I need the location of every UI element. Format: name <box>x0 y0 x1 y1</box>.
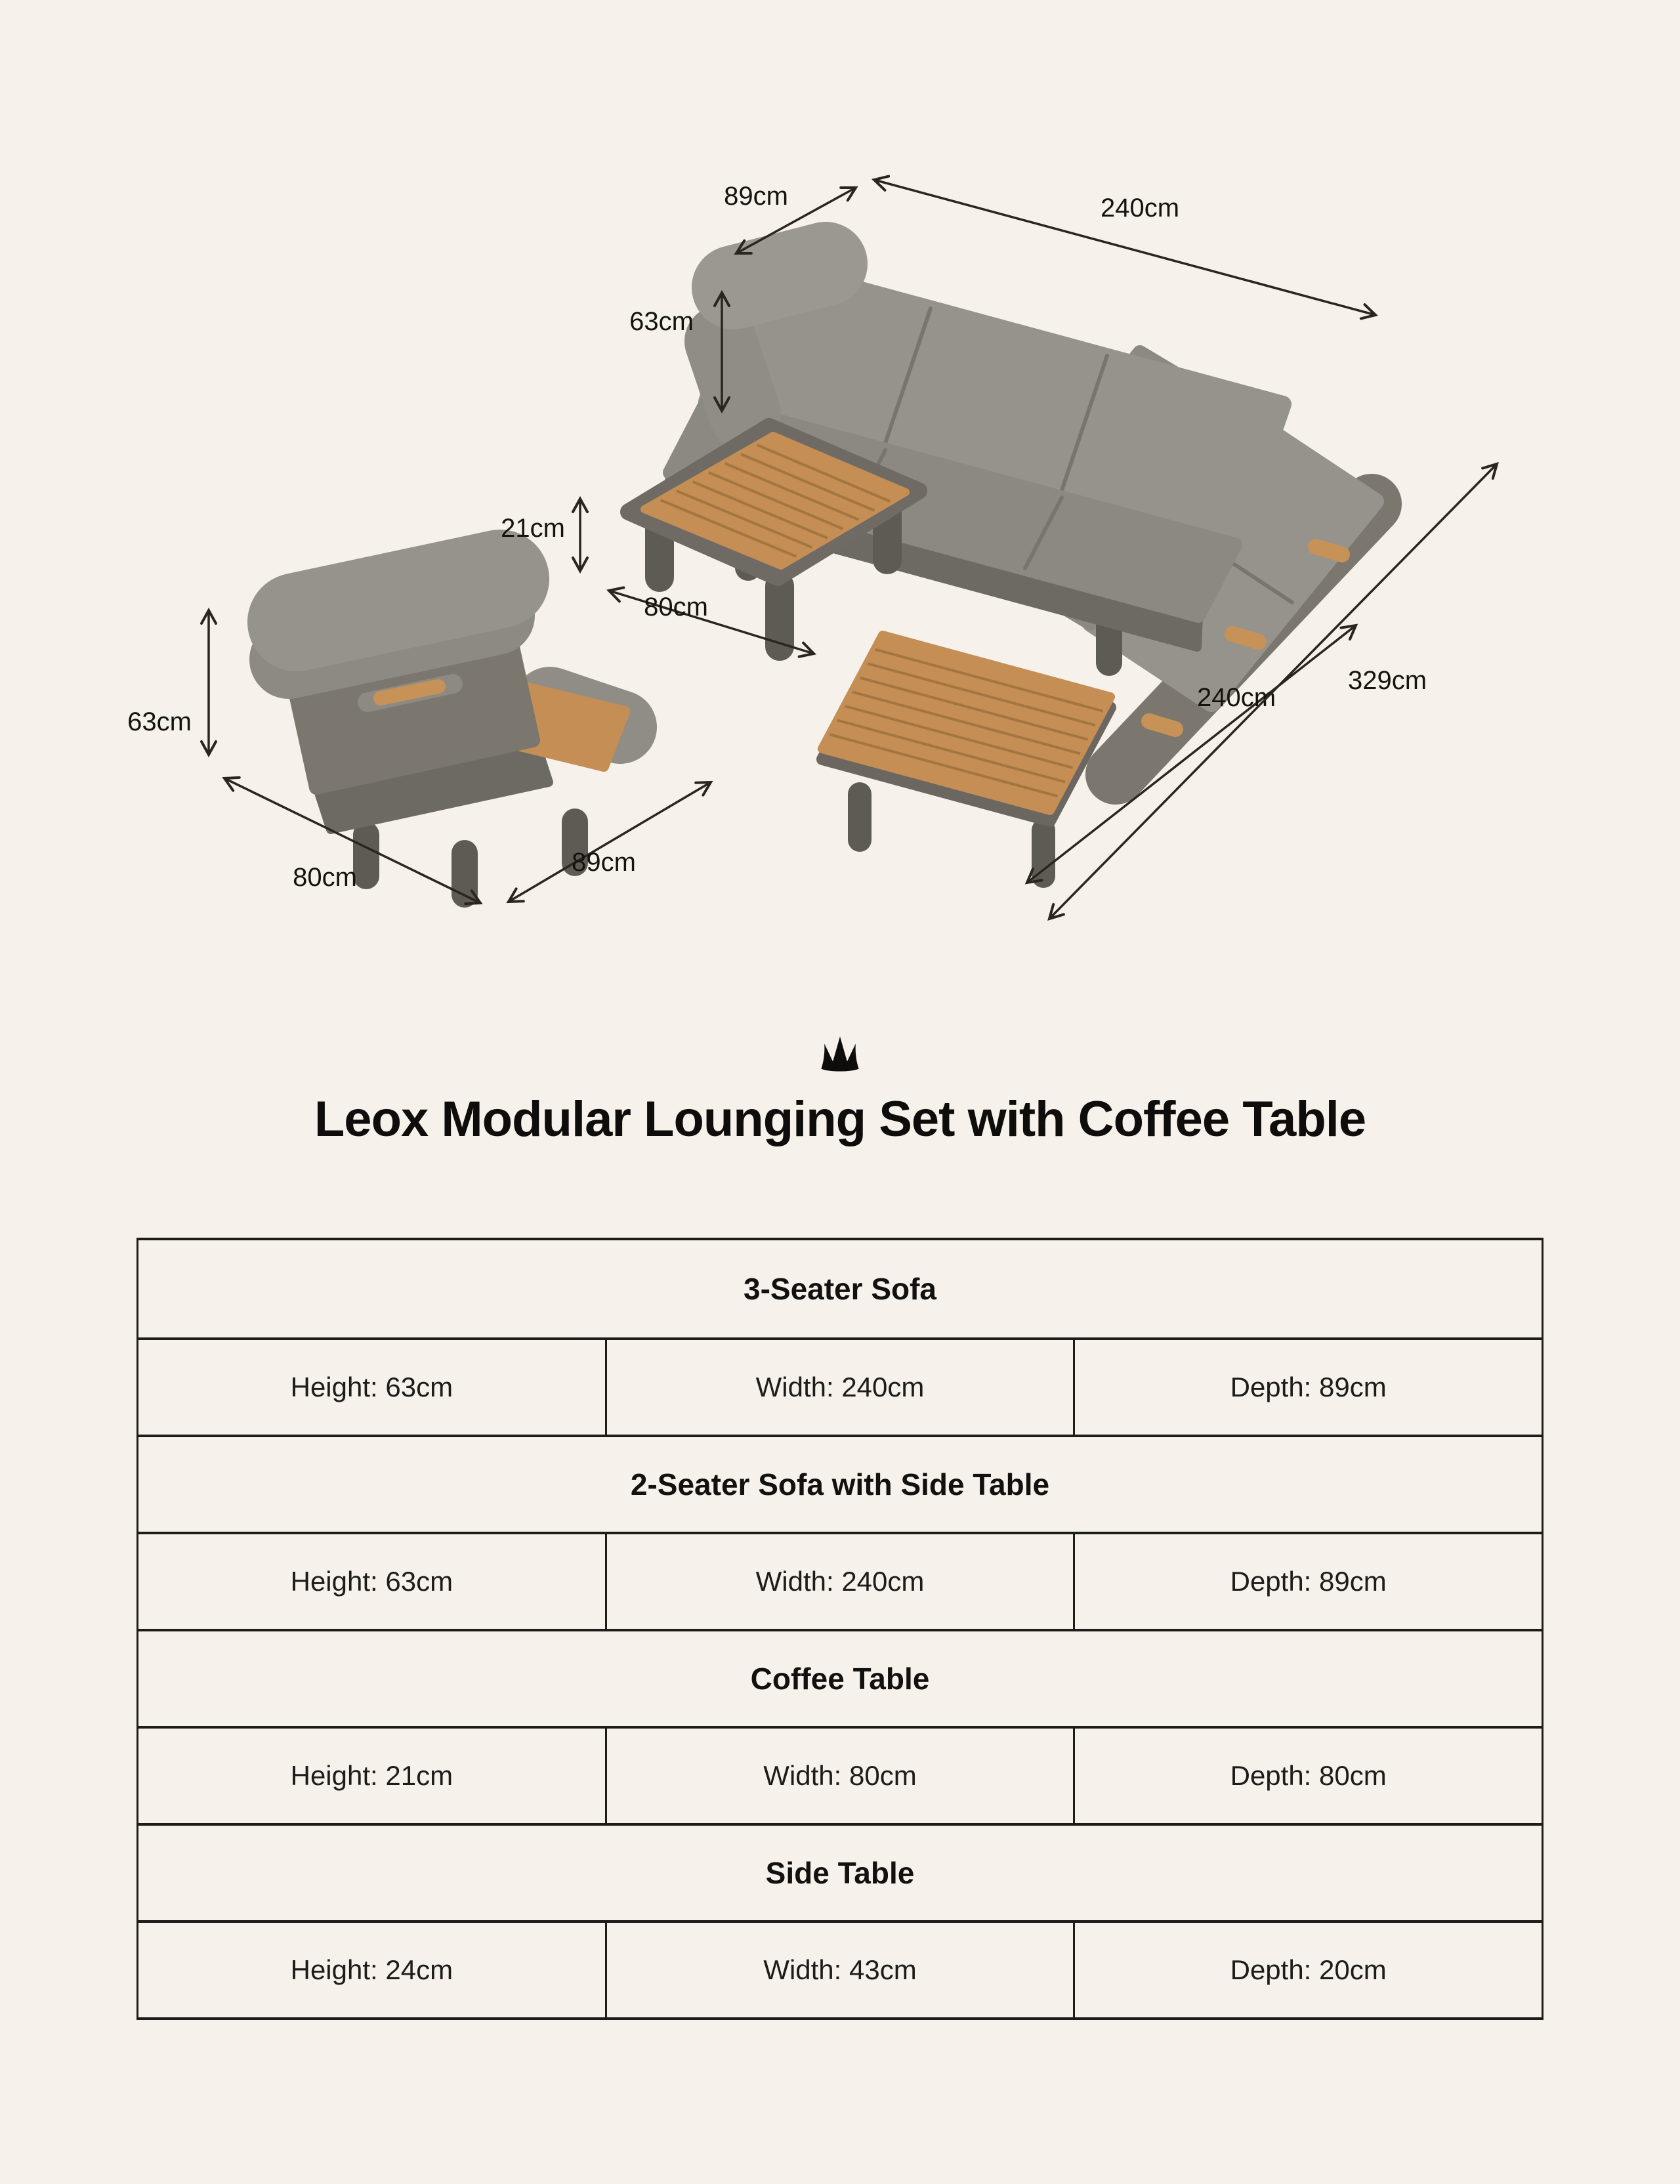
dimension-label: 63cm <box>629 307 694 336</box>
width-cell: Width: 240cm <box>605 1340 1074 1435</box>
dimension-label: 80cm <box>644 593 708 621</box>
depth-cell: Depth: 89cm <box>1073 1340 1542 1435</box>
depth-cell: Depth: 89cm <box>1073 1534 1542 1629</box>
dimension-sofa-width <box>874 180 1376 315</box>
spec-section-header <box>138 1823 1542 1920</box>
armchair-module-illustration <box>289 579 625 894</box>
section-name: Side Table <box>765 1856 915 1890</box>
spec-section-dimensions <box>138 1920 1542 2017</box>
height-cell: Height: 24cm <box>290 1954 453 1985</box>
page-title: Leox Modular Lounging Set with Coffee Table <box>314 1091 1366 1147</box>
side-table-platform-illustration <box>822 635 1110 876</box>
spec-section-dimensions <box>138 1726 1542 1823</box>
dimension-label: 329cm <box>1347 666 1427 695</box>
width-cell: Width: 43cm <box>605 1923 1074 2017</box>
dimension-chair-height <box>127 610 209 755</box>
height-cell: Height: 63cm <box>290 1372 453 1402</box>
spec-table <box>136 1238 1544 2020</box>
spec-section-header <box>138 1435 1542 1532</box>
lounge-set-diagram <box>0 0 1680 998</box>
width-cell: Width: 80cm <box>605 1729 1074 1823</box>
section-name: Coffee Table <box>750 1662 930 1696</box>
brand-logo <box>0 1029 1680 1079</box>
dimension-label: 240cm <box>1100 194 1180 222</box>
spec-section-dimensions <box>138 1337 1542 1435</box>
depth-cell: Depth: 80cm <box>1073 1729 1542 1823</box>
section-name: 2-Seater Sofa with Side Table <box>630 1467 1050 1502</box>
depth-cell: Depth: 20cm <box>1073 1923 1542 2017</box>
height-cell: Height: 63cm <box>290 1566 453 1597</box>
dimension-label: 63cm <box>127 707 192 736</box>
section-name: 3-Seater Sofa <box>743 1272 936 1306</box>
height-cell: Height: 21cm <box>290 1760 453 1791</box>
dimension-label: 89cm <box>724 182 788 211</box>
dimension-label: 89cm <box>572 848 636 877</box>
dimension-chair-depth <box>509 782 711 902</box>
spec-section-header <box>138 1629 1542 1726</box>
crown-icon <box>818 1029 862 1079</box>
spec-section-dimensions <box>138 1532 1542 1629</box>
dimension-label: 80cm <box>293 863 357 892</box>
dimension-label: 21cm <box>501 514 565 543</box>
dimension-label: 240cm <box>1196 683 1276 712</box>
spec-section-header <box>138 1240 1542 1337</box>
product-illustration <box>0 0 1680 998</box>
width-cell: Width: 240cm <box>605 1534 1074 1629</box>
